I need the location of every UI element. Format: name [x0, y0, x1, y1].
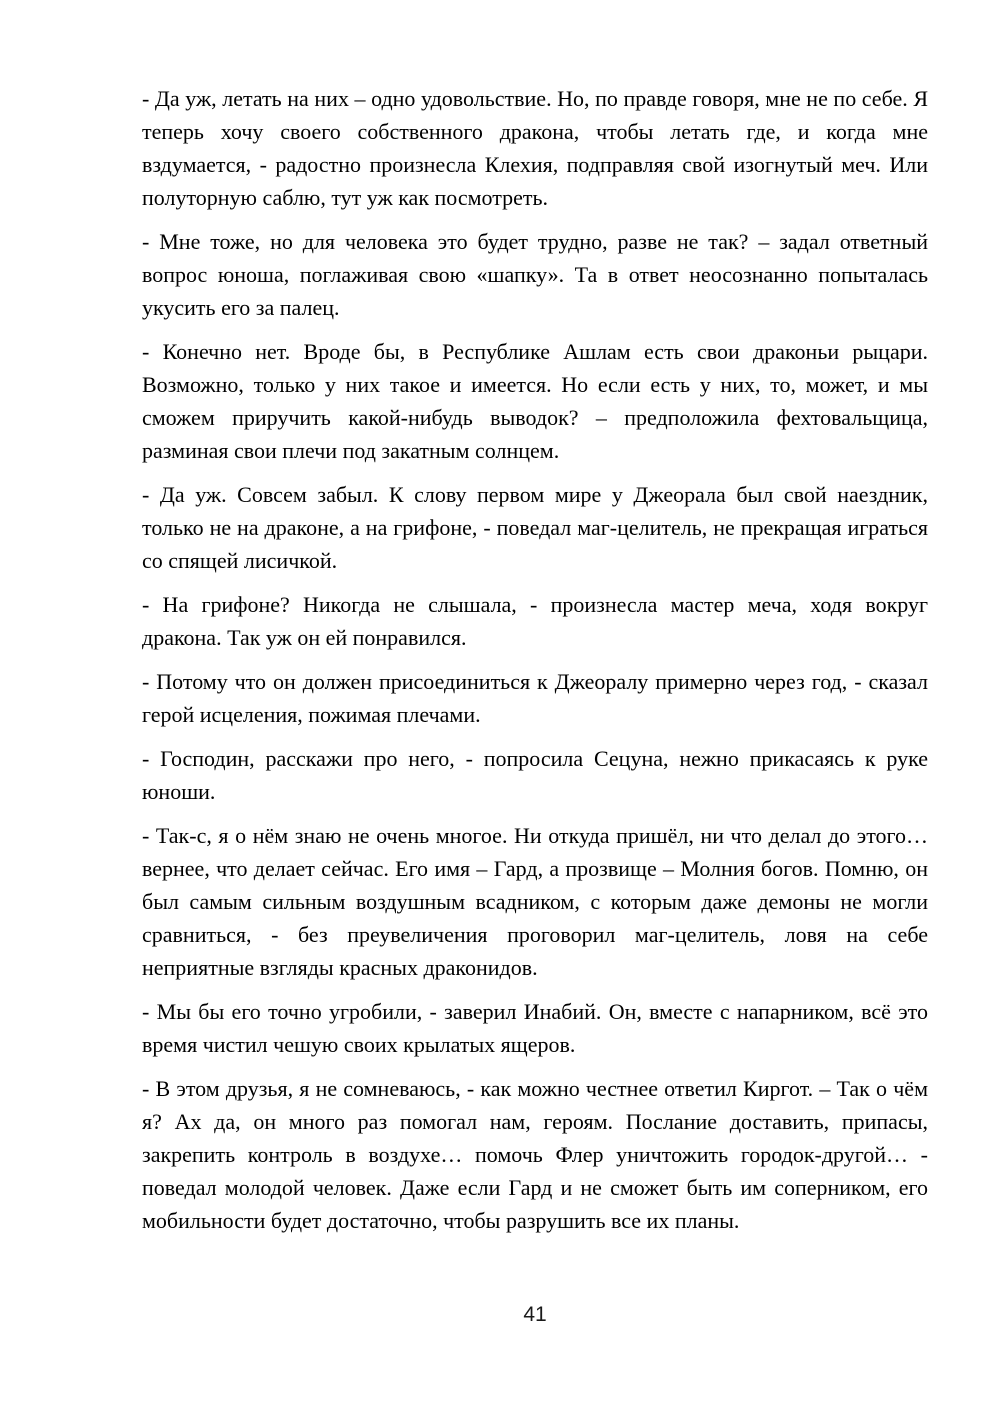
page-number: 41	[523, 1303, 547, 1326]
text-block	[142, 82, 928, 1248]
paragraph-5: - На грифоне? Никогда не слышала, - произнесла мастер меча, ходя вокруг дракона. Так уж он ей понравился.	[142, 592, 928, 650]
page-footer	[142, 1303, 928, 1327]
paragraph-6: - Потому что он должен присоединиться к Джеоралу примерно через год, - сказал герой исцеления, пожимая плечами.	[142, 669, 928, 727]
paragraph-4: - Да уж. Совсем забыл. К слову первом мире у Джеорала был свой наездник, только не на драконе, а на грифоне, - поведал маг-целитель, не прекращая играться со спящей лисичкой.	[142, 482, 928, 573]
paragraph-3: - Конечно нет. Вроде бы, в Республике Ашлам есть свои драконьи рыцари. Возможно, только у них такое и имеется. Но если есть у них, то, может, и мы сможем приручить какой-нибудь выводок? – предположила фехтовальщица, разминая свои плечи под закатным солнцем.	[142, 339, 928, 463]
paragraph-9: - Мы бы его точно угробили, - заверил Инабий. Он, вместе с напарником, всё это время чистил чешую своих крылатых ящеров.	[142, 999, 928, 1057]
paragraph-1: - Да уж, летать на них – одно удовольствие. Но, по правде говоря, мне не по себе. Я теперь хочу своего собственного дракона, чтобы летать где, и когда мне вздумается, - радостно произнесла Клехия, подправляя свой изогнутый меч. Или полуторную саблю, тут уж как посмотреть.	[142, 86, 928, 210]
paragraph-8: - Так-с, я о нём знаю не очень многое. Ни откуда пришёл, ни что делал до этого… вернее, что делает сейчас. Его имя – Гард, а прозвище – Молния богов. Помню, он был самым сильным воздушным всадником, с которым даже демоны не могли сравниться, - без преувеличения проговорил маг-целитель, ловя на себе неприятные взгляды красных драконидов.	[142, 823, 928, 980]
paragraph-7: - Господин, расскажи про него, - попросила Сецуна, нежно прикасаясь к руке юноши.	[142, 746, 928, 804]
paragraph-10: - В этом друзья, я не сомневаюсь, - как можно честнее ответил Киргот. – Так о чём я? Ах да, он много раз помогал нам, героям. Послание доставить, припасы, закрепить контроль в воздухе… помочь Флер уничтожить городок-другой… - поведал молодой человек. Даже если Гард и не сможет быть им соперником, его мобильности будет достаточно, чтобы разрушить все их планы.	[142, 1076, 928, 1233]
paragraph-2: - Мне тоже, но для человека это будет трудно, разве не так? – задал ответный вопрос юноша, поглаживая свою «шапку». Та в ответ неосознанно попыталась укусить его за палец.	[142, 229, 928, 320]
